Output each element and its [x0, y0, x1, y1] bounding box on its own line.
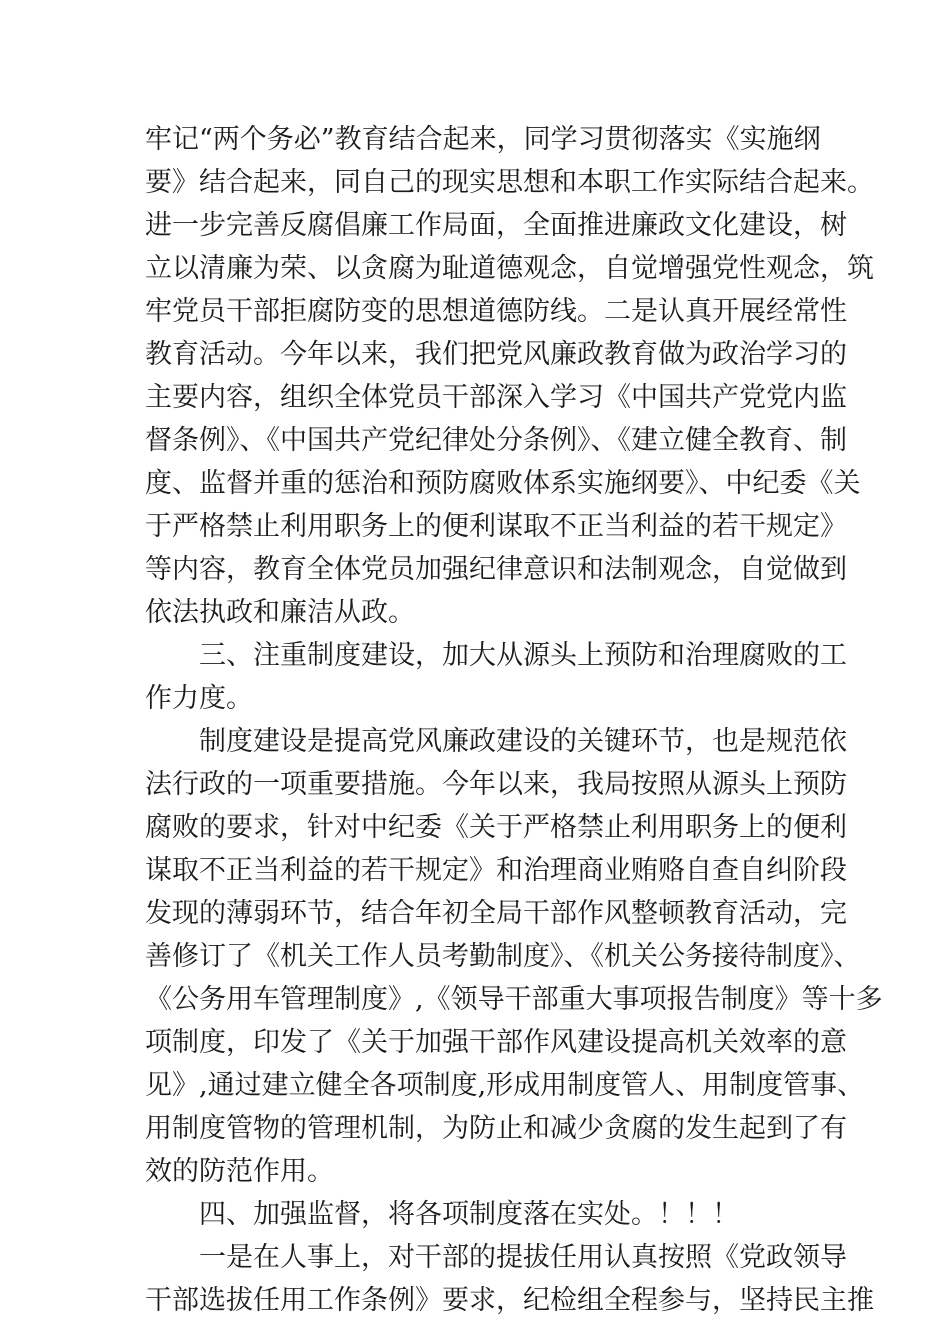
text-line: 腐败的要求，针对中纪委《关于严格禁止利用职务上的便利 [145, 812, 847, 843]
text-line: 进一步完善反腐倡廉工作局面，全面推进廉政文化建设，树 [145, 210, 847, 241]
text-line: 教育活动。今年以来，我们把党风廉政教育做为政治学习的 [145, 339, 847, 370]
section-heading: 四、加强监督，将各项制度落在实处。！！！ [199, 1199, 739, 1230]
paragraph-start: 一是在人事上，对干部的提拔任用认真按照《党政领导 [199, 1242, 847, 1273]
text-line: 善修订了《机关工作人员考勤制度》、《机关公务接待制度》、 [145, 941, 861, 972]
text-line: 项制度，印发了《关于加强干部作风建设提高机关效率的意 [145, 1027, 847, 1058]
text-line: 立以清廉为荣、以贪腐为耻道德观念，自觉增强党性观念，筑 [145, 253, 874, 284]
text-line: 干部选拔任用工作条例》要求，纪检组全程参与，坚持民主推 [145, 1285, 874, 1316]
text-line: 牢记“两个务必”教育结合起来，同学习贯彻落实《实施纲 [145, 124, 821, 155]
text-line: 效的防范作用。 [145, 1156, 334, 1187]
paragraph-start: 制度建设是提高党风廉政建设的关键环节，也是规范依 [199, 726, 847, 757]
text-line: 依法执政和廉洁从政。 [145, 597, 415, 628]
text-line: 《公务用车管理制度》,《领导干部重大事项报告制度》等十多 [145, 984, 883, 1015]
section-heading-cont: 作力度。 [145, 683, 253, 714]
text-line: 见》,通过建立健全各项制度,形成用制度管人、用制度管事、 [145, 1070, 865, 1101]
text-line: 度、监督并重的惩治和预防腐败体系实施纲要》、中纪委《关 [145, 468, 861, 499]
text-line: 法行政的一项重要措施。今年以来，我局按照从源头上预防 [145, 769, 847, 800]
section-heading: 三、注重制度建设，加大从源头上预防和治理腐败的工 [199, 640, 847, 671]
document-body [145, 118, 883, 1322]
text-line: 牢党员干部拒腐防变的思想道德防线。二是认真开展经常性 [145, 296, 847, 327]
text-line: 用制度管物的管理机制，为防止和减少贪腐的发生起到了有 [145, 1113, 847, 1144]
text-line: 督条例》、《中国共产党纪律处分条例》、《建立健全教育、制 [145, 425, 847, 456]
text-line: 谋取不正当利益的若干规定》和治理商业贿赂自查自纠阶段 [145, 855, 847, 886]
text-line: 要》结合起来，同自己的现实思想和本职工作实际结合起来。 [145, 167, 874, 198]
text-line: 等内容，教育全体党员加强纪律意识和法制观念，自觉做到 [145, 554, 847, 585]
text-line: 发现的薄弱环节，结合年初全局干部作风整顿教育活动，完 [145, 898, 847, 929]
text-line: 于严格禁止利用职务上的便利谋取不正当利益的若干规定》 [145, 511, 847, 542]
text-line: 主要内容，组织全体党员干部深入学习《中国共产党党内监 [145, 382, 847, 413]
